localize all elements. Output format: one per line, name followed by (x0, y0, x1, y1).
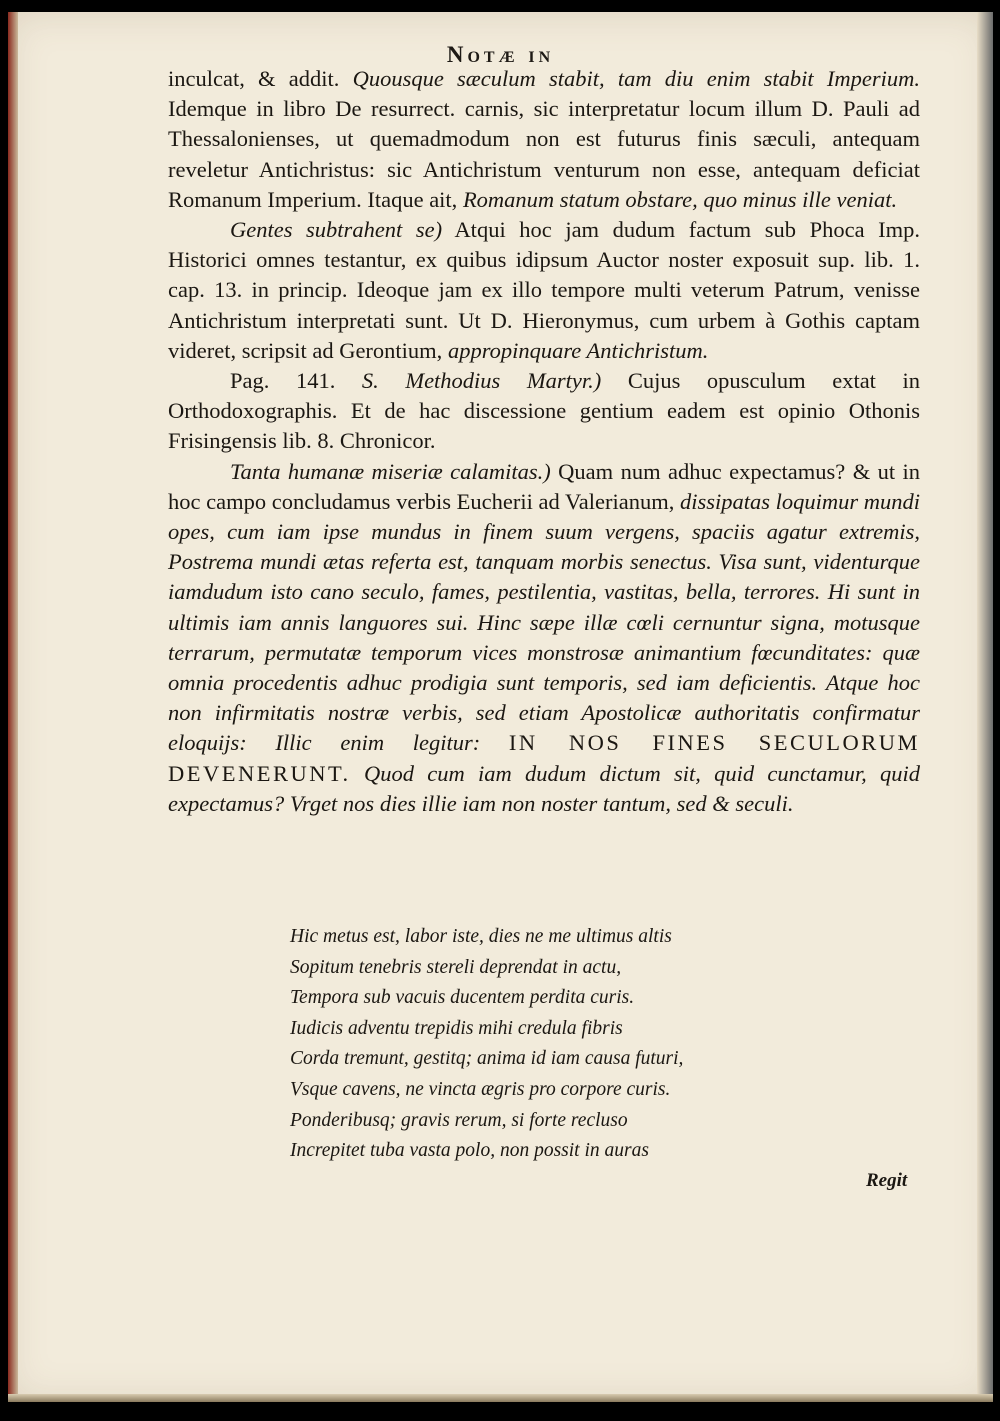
verse-line: Tempora sub vacuis ducentem perdita curis. (290, 987, 635, 1009)
verse-line: Corda tremunt, gestitq; anima id iam causa futuri, (290, 1048, 684, 1070)
paragraph (168, 457, 920, 819)
text-run: Idemque in libro De resurrect. carnis, sic interpretatur locum illum D. Pauli ad Thessalonienses, ut quemadmodum non est futurus finis sæculi, antequam reveletur Antichristus: sic Antichristum venturum non esse, antequam deficiat Romanum Imperium. Itaque ait, (168, 96, 920, 212)
text-run: dissipatas loquimur mundi opes, cum iam ipse mundus in finem suum vergens, spaciis agatur extremis, Postrema mundi ætas referta est, tanquam morbis senectus. Visa sunt, videnturque iamdudum isto cano seculo, fames, pestilentia, vastitas, bella, terrores. Hi sunt in ultimis iam annis languores sui. Hinc sæpe illæ cœli cernuntur signa, motusque terrarum, permutatæ temporum vices monstrosæ animantium fœcunditates: quæ omnia procedentis adhuc prodigia sunt temporis, sed iam deficientis. Atque hoc non infirmitatis nostræ verbis, sed etiam Apostolicæ authoritatis confirmatur eloquijs: Illic enim legitur: (168, 488, 921, 756)
text-run: Quam num adhuc expectamus? & ut in hoc campo concludamus verbis Eucherii ad Valerianum, (168, 458, 920, 514)
text-run: Pag. 141. (230, 368, 362, 394)
verse-line: Ponderibusq; gravis rerum, si forte recluso (290, 1109, 628, 1131)
text-run: Atqui hoc jam dudum factum sub Phoca Imp. Historici omnes testantur, ex quibus idipsum Auctor noster exposuit sup. lib. 1. cap. 13. in princip. Ideoque jam ex illo tempore multi veterum Patrum, venisse Antichristum interpretati sunt. Ut D. Hieronymus, cum urbem à Gothis captam videret, scripsit ad Gerontium, (168, 217, 920, 363)
verse-line: Iudicis adventu trepidis mihi credula fibris (290, 1017, 623, 1039)
page-left-edge (8, 12, 18, 1402)
verse-line: Hic metus est, labor iste, dies ne me ultimus altis (290, 926, 672, 947)
text-run: inculcat, & addit. (168, 66, 353, 91)
body-text (168, 64, 920, 819)
paragraph (168, 64, 920, 215)
page-right-edge (977, 12, 993, 1402)
text-run: Romanum statum obstare, quo minus ille veniat. (462, 186, 898, 212)
page-bottom-edge (8, 1394, 993, 1402)
paragraph (168, 366, 920, 457)
text-run: appropinquare Antichristum. (447, 337, 709, 363)
text-run: Quod cum iam dudum dictum sit, quid cunctamur, quid expectamus? Vrget nos dies illie iam non noster tantum, sed & seculi. (168, 760, 920, 816)
text-run: Gentes subtrahent se) (230, 217, 443, 243)
text-run: Tanta humanæ miseriæ calamitas.) (230, 458, 551, 484)
text-run: Quousque sæculum stabit, tam diu enim stabit Imperium. (352, 66, 920, 91)
verse-line: Vsque cavens, ne vincta ægris pro corpore curis. (290, 1078, 671, 1100)
verse-line: Sopitum tenebris stereli deprendat in actu, (290, 956, 622, 978)
running-head: Notæ in (446, 42, 555, 67)
catchword: Regit (866, 1170, 908, 1191)
verse-line: Increpitet tuba vasta polo, non possit in auras (290, 1140, 649, 1162)
text-run: Cujus opusculum extat in Orthodoxographis. Et de hac discessione gentium eadem est opinio Othonis Frisingensis lib. 8. Chronicor. (168, 368, 920, 454)
verse-block (290, 922, 790, 1167)
text-run: S. Methodius Martyr.) (361, 368, 602, 394)
text-run: IN NOS FINES SECULORUM DEVENERUNT. (168, 730, 920, 786)
paragraph (168, 215, 920, 366)
